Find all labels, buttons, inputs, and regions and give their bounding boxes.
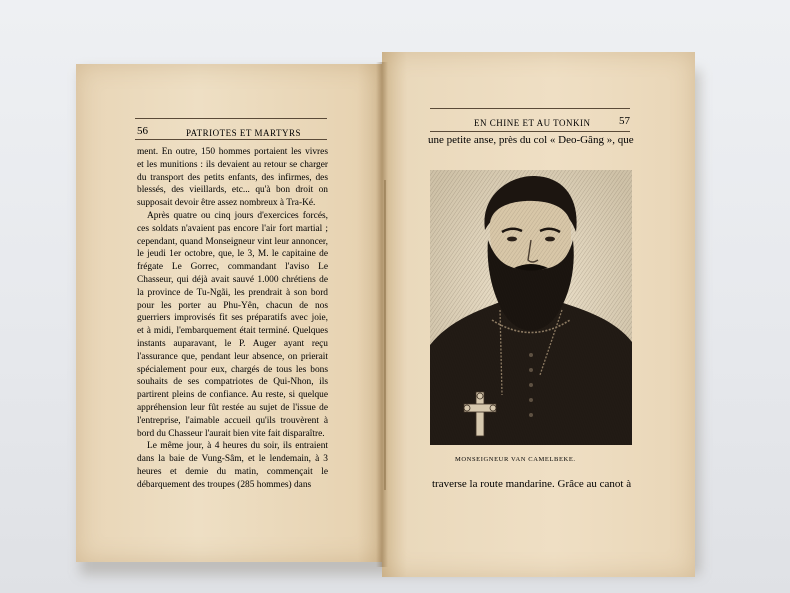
left-running-head: PATRIOTES ET MARTYRS xyxy=(186,128,301,138)
right-header-rule-bottom xyxy=(430,131,630,132)
right-top-line: une petite anse, près du col « Deo-Gâng », que xyxy=(428,134,634,146)
spine-crease xyxy=(384,180,386,490)
right-header-rule-top xyxy=(430,108,630,109)
right-running-head: EN CHINE ET AU TONKIN xyxy=(474,118,591,128)
engraved-portrait xyxy=(430,170,632,445)
paragraph: Après quatre ou cinq jours d'exercices forcés, ces soldats n'avaient pas encore l'air fort martial ; cependant, quand Monseigneur vint leur annoncer, le jeudi 1er octobre, que, le 3, M. le capitaine de frégate Le Gorrec, commandant l'aviso Le Chasseur, qui déjà avait sauvé 1.000 chrétiens de la province de Tu-Ngãi, les prendrait à son bord pour les porter au Phu-Yên, chacun de nos guerriers improvisés fit ses préparatifs avec joie, et à midi, l'embarquement était terminé. Quelques instants auparavant, le P. Auger ayant reçu l'assurance que, pendant leur absence, on prierait spécialement pour eux, chargés de tous les bons souhaits de ses compatriotes de Qui-Nhon, ils partirent pleins de confiance. Au reste, si quelque appréhension leur fût restée au sujet de l'issue de l'entreprise, l'aimable accueil qu'ils trouvèrent à bord du Chasseur l'aurait bien vite fait disparaître. xyxy=(137,210,328,439)
right-page-number: 57 xyxy=(619,115,630,127)
paragraph: Le même jour, à 4 heures du soir, ils entraient dans la baie de Vung-Sâm, et le lendemain, à 3 heures et demie du matin, commençait le débarquement des troupes (285 hommes) dans xyxy=(137,441,328,490)
left-page-text xyxy=(137,146,328,492)
right-bottom-line: traverse la route mandarine. Grâce au canot à xyxy=(432,478,632,490)
book-gutter xyxy=(376,62,388,567)
left-header-rule-bottom xyxy=(135,139,327,140)
left-header-rule-top xyxy=(135,118,327,119)
paragraph: ment. En outre, 150 hommes portaient les vivres et les munitions : ils devaient au retour se charger du transport des petits enfants, des infirmes, des blessés, des vieillards, etc... qu'à bon droit on supposait devoir être assez nombreux à Tra-Ké. xyxy=(137,147,328,209)
left-page-number: 56 xyxy=(137,125,148,137)
portrait-caption: MONSEIGNEUR VAN CAMELBEKE. xyxy=(455,456,576,463)
